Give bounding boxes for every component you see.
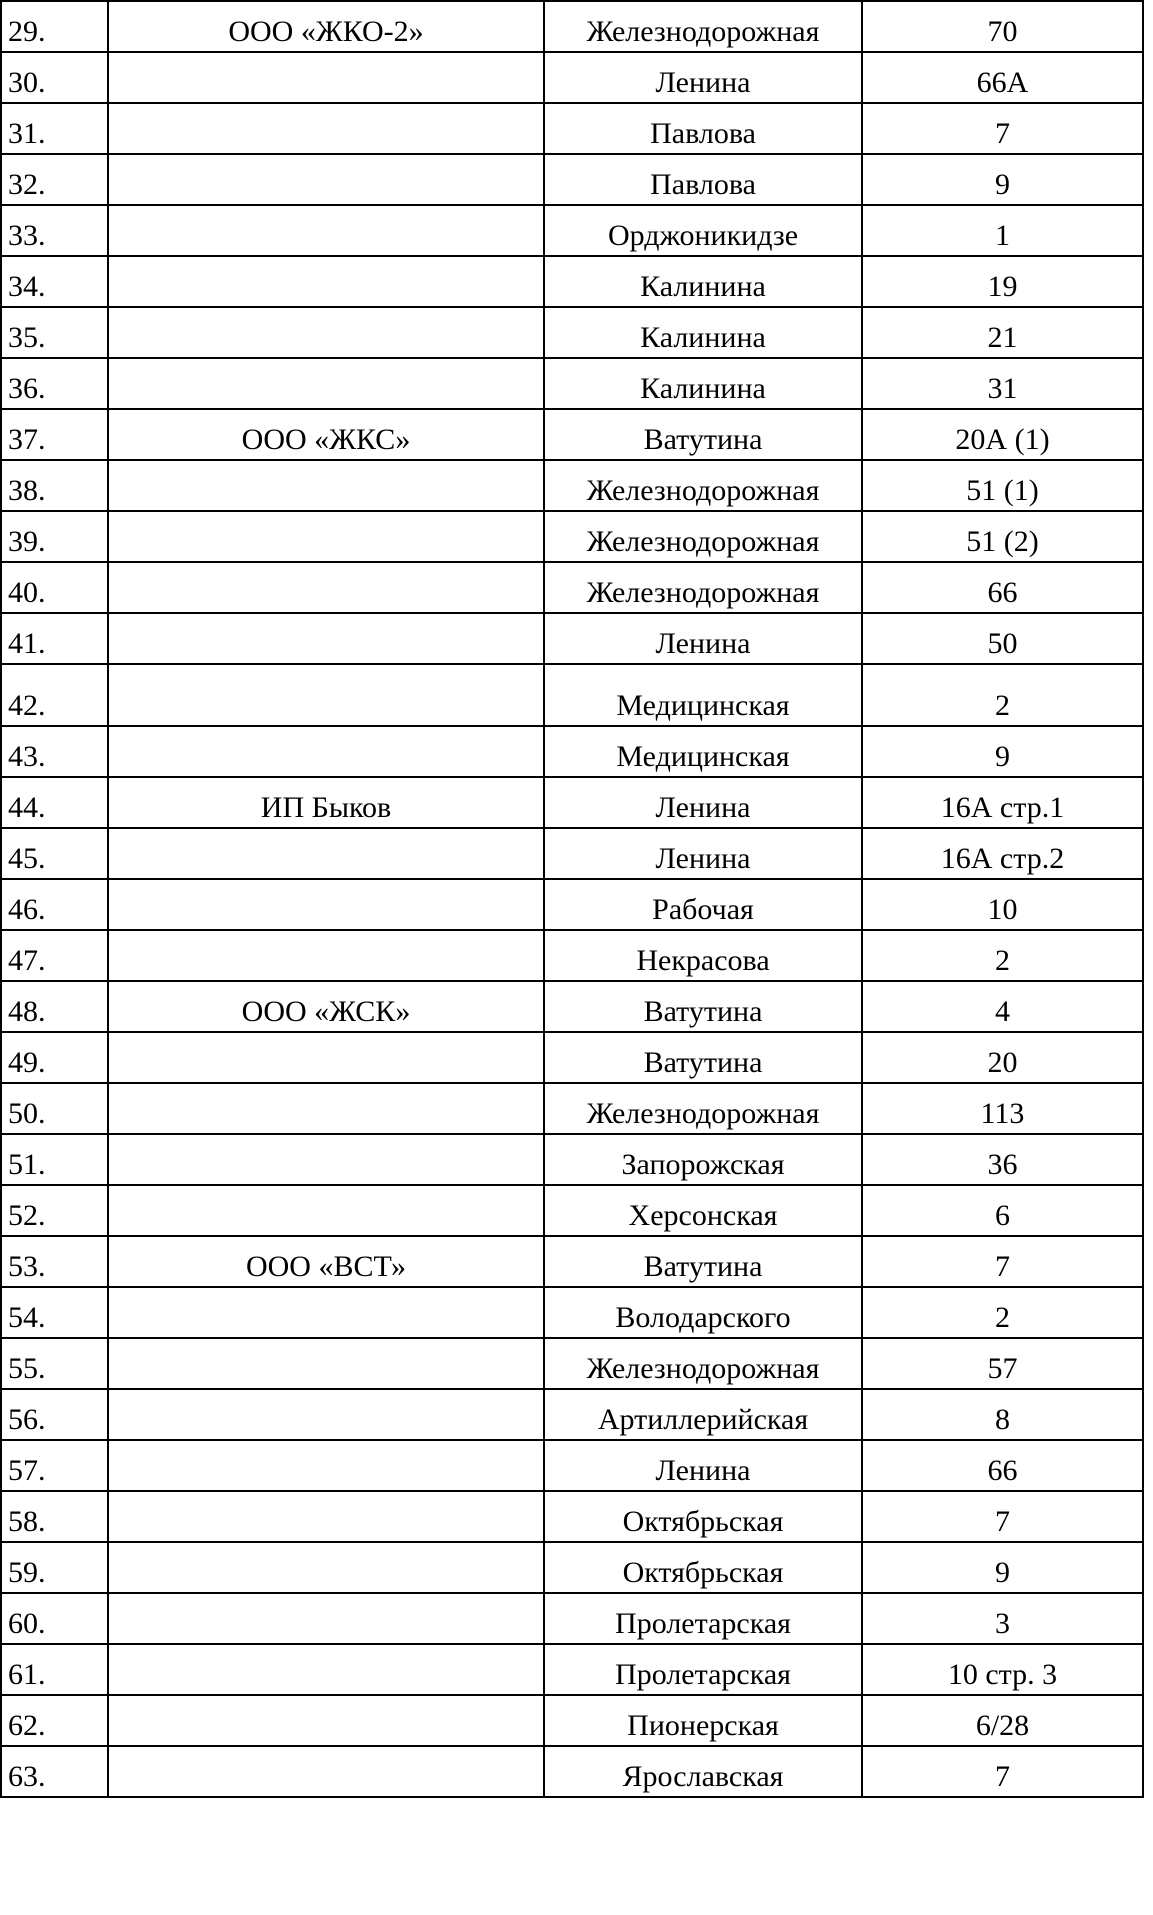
organization-cell: [108, 511, 544, 562]
street-cell: Калинина: [544, 358, 862, 409]
house-number-cell: 66А: [862, 52, 1143, 103]
table-row: [1, 1, 1143, 52]
row-number: 51.: [1, 1134, 108, 1185]
table-row: [1, 664, 1143, 726]
table-row: [1, 1593, 1143, 1644]
house-number-cell: 6: [862, 1185, 1143, 1236]
house-number-cell: 51 (1): [862, 460, 1143, 511]
organization-cell: [108, 1287, 544, 1338]
table-body: [1, 1, 1143, 1797]
house-number-cell: 6/28: [862, 1695, 1143, 1746]
street-cell: Запорожская: [544, 1134, 862, 1185]
row-number: 38.: [1, 460, 108, 511]
house-number-cell: 7: [862, 1236, 1143, 1287]
street-cell: Октябрьская: [544, 1491, 862, 1542]
street-cell: Железнодорожная: [544, 460, 862, 511]
organization-cell: [108, 726, 544, 777]
house-number-cell: 2: [862, 930, 1143, 981]
organization-cell: [108, 1542, 544, 1593]
table-row: [1, 1746, 1143, 1797]
house-number-cell: 10: [862, 879, 1143, 930]
street-cell: Железнодорожная: [544, 1338, 862, 1389]
table-row: [1, 777, 1143, 828]
row-number: 37.: [1, 409, 108, 460]
organization-cell: [108, 205, 544, 256]
table-row: [1, 205, 1143, 256]
street-cell: Орджоникидзе: [544, 205, 862, 256]
street-cell: Железнодорожная: [544, 562, 862, 613]
street-cell: Павлова: [544, 103, 862, 154]
row-number: 43.: [1, 726, 108, 777]
row-number: 32.: [1, 154, 108, 205]
table-row: [1, 460, 1143, 511]
street-cell: Некрасова: [544, 930, 862, 981]
street-cell: Медицинская: [544, 664, 862, 726]
organization-cell: [108, 1593, 544, 1644]
table-row: [1, 1185, 1143, 1236]
street-cell: Херсонская: [544, 1185, 862, 1236]
table-row: [1, 358, 1143, 409]
organization-cell: ООО «ЖКС»: [108, 409, 544, 460]
house-number-cell: 16А стр.2: [862, 828, 1143, 879]
street-cell: Рабочая: [544, 879, 862, 930]
row-number: 44.: [1, 777, 108, 828]
street-cell: Ленина: [544, 613, 862, 664]
street-cell: Ватутина: [544, 1236, 862, 1287]
row-number: 46.: [1, 879, 108, 930]
table-row: [1, 52, 1143, 103]
house-number-cell: 19: [862, 256, 1143, 307]
row-number: 61.: [1, 1644, 108, 1695]
house-number-cell: 3: [862, 1593, 1143, 1644]
house-number-cell: 7: [862, 1746, 1143, 1797]
row-number: 34.: [1, 256, 108, 307]
row-number: 39.: [1, 511, 108, 562]
organization-cell: [108, 1032, 544, 1083]
table-row: [1, 1644, 1143, 1695]
street-cell: Железнодорожная: [544, 1, 862, 52]
street-cell: Пролетарская: [544, 1593, 862, 1644]
row-number: 45.: [1, 828, 108, 879]
organization-cell: [108, 1491, 544, 1542]
house-number-cell: 9: [862, 1542, 1143, 1593]
table-row: [1, 930, 1143, 981]
table-row: [1, 1134, 1143, 1185]
house-number-cell: 7: [862, 103, 1143, 154]
street-cell: Пионерская: [544, 1695, 862, 1746]
table-row: [1, 1338, 1143, 1389]
street-cell: Ватутина: [544, 981, 862, 1032]
street-cell: Медицинская: [544, 726, 862, 777]
street-cell: Железнодорожная: [544, 1083, 862, 1134]
row-number: 40.: [1, 562, 108, 613]
house-number-cell: 70: [862, 1, 1143, 52]
organization-cell: [108, 1746, 544, 1797]
table-row: [1, 981, 1143, 1032]
street-cell: Павлова: [544, 154, 862, 205]
table-row: [1, 256, 1143, 307]
house-number-cell: 10 стр. 3: [862, 1644, 1143, 1695]
row-number: 42.: [1, 664, 108, 726]
organization-cell: [108, 1389, 544, 1440]
table-row: [1, 1542, 1143, 1593]
table-row: [1, 613, 1143, 664]
organization-cell: [108, 613, 544, 664]
table-row: [1, 409, 1143, 460]
house-number-cell: 1: [862, 205, 1143, 256]
organization-cell: [108, 307, 544, 358]
organization-cell: [108, 930, 544, 981]
table-row: [1, 307, 1143, 358]
street-cell: Пролетарская: [544, 1644, 862, 1695]
house-number-cell: 21: [862, 307, 1143, 358]
house-number-cell: 31: [862, 358, 1143, 409]
organization-cell: [108, 103, 544, 154]
table-row: [1, 1389, 1143, 1440]
organization-cell: [108, 1083, 544, 1134]
organization-cell: [108, 460, 544, 511]
row-number: 59.: [1, 1542, 108, 1593]
house-number-cell: 16А стр.1: [862, 777, 1143, 828]
house-number-cell: 20: [862, 1032, 1143, 1083]
organization-cell: [108, 562, 544, 613]
table-row: [1, 828, 1143, 879]
house-number-cell: 9: [862, 154, 1143, 205]
row-number: 30.: [1, 52, 108, 103]
street-cell: Ленина: [544, 1440, 862, 1491]
organization-cell: [108, 1134, 544, 1185]
organization-cell: [108, 52, 544, 103]
street-cell: Октябрьская: [544, 1542, 862, 1593]
row-number: 29.: [1, 1, 108, 52]
table-row: [1, 1440, 1143, 1491]
house-number-cell: 9: [862, 726, 1143, 777]
organization-cell: ООО «ВСТ»: [108, 1236, 544, 1287]
row-number: 53.: [1, 1236, 108, 1287]
street-cell: Железнодорожная: [544, 511, 862, 562]
house-number-cell: 8: [862, 1389, 1143, 1440]
house-number-cell: 36: [862, 1134, 1143, 1185]
street-cell: Калинина: [544, 307, 862, 358]
house-number-cell: 113: [862, 1083, 1143, 1134]
organization-cell: [108, 154, 544, 205]
row-number: 50.: [1, 1083, 108, 1134]
row-number: 63.: [1, 1746, 108, 1797]
house-number-cell: 2: [862, 1287, 1143, 1338]
organization-cell: [108, 828, 544, 879]
street-cell: Артиллерийская: [544, 1389, 862, 1440]
row-number: 47.: [1, 930, 108, 981]
row-number: 49.: [1, 1032, 108, 1083]
street-cell: Ватутина: [544, 409, 862, 460]
table-row: [1, 1083, 1143, 1134]
street-cell: Ярославская: [544, 1746, 862, 1797]
table-row: [1, 1695, 1143, 1746]
table-row: [1, 103, 1143, 154]
table-row: [1, 562, 1143, 613]
row-number: 35.: [1, 307, 108, 358]
organization-cell: ООО «ЖКО-2»: [108, 1, 544, 52]
house-number-cell: 4: [862, 981, 1143, 1032]
table-row: [1, 1491, 1143, 1542]
organization-cell: ООО «ЖСК»: [108, 981, 544, 1032]
house-number-cell: 51 (2): [862, 511, 1143, 562]
street-cell: Калинина: [544, 256, 862, 307]
house-number-cell: 7: [862, 1491, 1143, 1542]
organization-cell: [108, 1644, 544, 1695]
row-number: 52.: [1, 1185, 108, 1236]
house-number-cell: 66: [862, 1440, 1143, 1491]
row-number: 57.: [1, 1440, 108, 1491]
table-row: [1, 879, 1143, 930]
organization-cell: [108, 1185, 544, 1236]
row-number: 56.: [1, 1389, 108, 1440]
row-number: 60.: [1, 1593, 108, 1644]
street-cell: Ленина: [544, 828, 862, 879]
house-number-cell: 20А (1): [862, 409, 1143, 460]
table-row: [1, 154, 1143, 205]
row-number: 55.: [1, 1338, 108, 1389]
row-number: 48.: [1, 981, 108, 1032]
house-number-cell: 57: [862, 1338, 1143, 1389]
organization-cell: [108, 664, 544, 726]
street-cell: Ватутина: [544, 1032, 862, 1083]
organization-cell: [108, 358, 544, 409]
row-number: 62.: [1, 1695, 108, 1746]
table-row: [1, 1287, 1143, 1338]
organization-cell: [108, 879, 544, 930]
table-row: [1, 1032, 1143, 1083]
row-number: 41.: [1, 613, 108, 664]
house-number-cell: 66: [862, 562, 1143, 613]
house-number-cell: 50: [862, 613, 1143, 664]
row-number: 58.: [1, 1491, 108, 1542]
organization-cell: [108, 256, 544, 307]
row-number: 33.: [1, 205, 108, 256]
organization-cell: [108, 1695, 544, 1746]
row-number: 54.: [1, 1287, 108, 1338]
table-row: [1, 1236, 1143, 1287]
organization-cell: [108, 1338, 544, 1389]
house-number-cell: 2: [862, 664, 1143, 726]
table-row: [1, 511, 1143, 562]
row-number: 31.: [1, 103, 108, 154]
street-cell: Ленина: [544, 52, 862, 103]
table-row: [1, 726, 1143, 777]
street-cell: Володарского: [544, 1287, 862, 1338]
organization-cell: [108, 1440, 544, 1491]
street-cell: Ленина: [544, 777, 862, 828]
row-number: 36.: [1, 358, 108, 409]
organization-cell: ИП Быков: [108, 777, 544, 828]
